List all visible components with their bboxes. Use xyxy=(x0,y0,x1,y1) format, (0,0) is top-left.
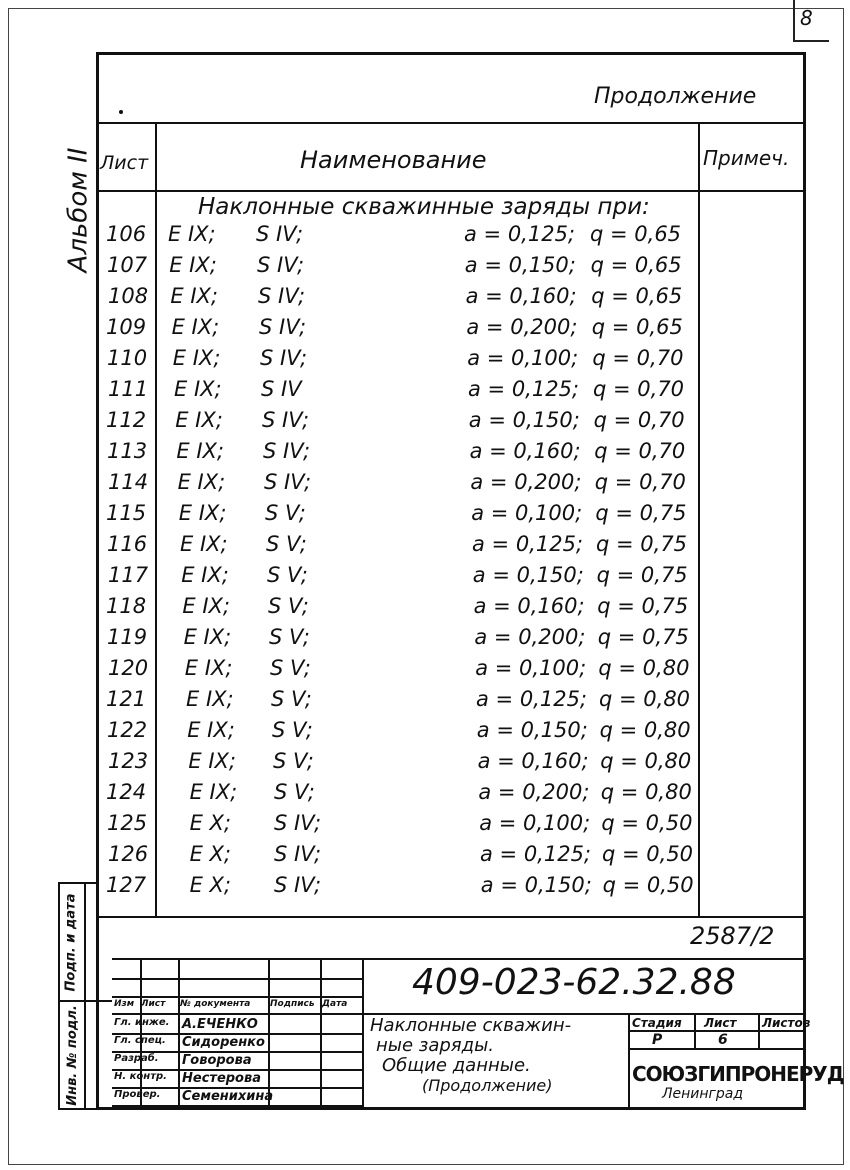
signer-name: Нестерова xyxy=(182,1071,261,1086)
row-s-value: S IV; xyxy=(256,222,304,246)
row-sheet-number: 124 xyxy=(106,780,147,804)
row-sheet-number: 111 xyxy=(108,377,149,401)
row-sheet-number: 115 xyxy=(106,501,147,525)
row-q-value: q = 0,75 xyxy=(596,532,688,556)
row-s-value: S IV; xyxy=(263,439,311,463)
row-a-value: a = 0,125; xyxy=(464,222,576,246)
stage-label: Стадия xyxy=(632,1016,682,1030)
row-e-value: E IX; xyxy=(174,377,222,401)
row-sheet-number: 123 xyxy=(108,749,149,773)
doc-title-line: (Продолжение) xyxy=(422,1076,553,1095)
col-header-date: Дата xyxy=(322,999,348,1009)
inventory-number: 2587/2 xyxy=(690,922,775,950)
row-a-value: a = 0,160; xyxy=(477,749,589,773)
tb-grid-line-1 xyxy=(112,978,362,980)
titleblock-top-line xyxy=(112,958,806,960)
row-q-value: q = 0,75 xyxy=(597,594,689,618)
row-q-value: q = 0,70 xyxy=(593,377,685,401)
row-a-value: a = 0,150; xyxy=(476,718,588,742)
row-q-value: q = 0,75 xyxy=(597,625,689,649)
stamp-signature-date: Подп. и дата xyxy=(63,893,79,992)
sheets-label: Листов xyxy=(762,1016,811,1030)
page-number: 8 xyxy=(800,6,813,30)
row-s-value: S IV; xyxy=(274,811,322,835)
row-q-value: q = 0,50 xyxy=(602,842,694,866)
row-s-value: S V; xyxy=(265,501,306,525)
row-e-value: E X; xyxy=(189,842,231,866)
row-e-value: E IX; xyxy=(172,346,221,370)
row-a-value: a = 0,100; xyxy=(475,656,587,680)
row-sheet-number: 114 xyxy=(108,470,149,494)
row-s-value: S IV; xyxy=(262,408,310,432)
org-name: СОЮЗГИПРОНЕРУД xyxy=(632,1062,844,1086)
row-q-value: q = 0,80 xyxy=(600,780,692,804)
tb-right-col xyxy=(628,1013,630,1110)
row-e-value: E IX; xyxy=(183,625,232,649)
row-e-value: E IX; xyxy=(184,656,233,680)
row-q-value: q = 0,65 xyxy=(590,253,682,277)
row-e-value: E IX; xyxy=(170,284,218,308)
dot-mark xyxy=(119,110,123,114)
row-q-value: q = 0,50 xyxy=(601,811,693,835)
signer-name: Говорова xyxy=(182,1053,252,1068)
stamp-strip-mid xyxy=(84,882,86,1110)
row-a-value: a = 0,150; xyxy=(468,408,580,432)
row-a-value: a = 0,125; xyxy=(480,842,592,866)
row-q-value: q = 0,80 xyxy=(599,718,691,742)
row-e-value: E IX; xyxy=(169,253,217,277)
row-a-value: a = 0,200; xyxy=(478,780,590,804)
row-e-value: E IX; xyxy=(186,687,234,711)
row-a-value: a = 0,160; xyxy=(473,594,585,618)
stamp-strip-left xyxy=(58,882,60,1110)
tb-stage-col-1 xyxy=(694,1013,696,1048)
row-a-value: a = 0,160; xyxy=(469,439,581,463)
signer-row-line xyxy=(112,1105,362,1107)
row-s-value: S IV; xyxy=(264,470,312,494)
album-label: Альбом II xyxy=(63,147,94,273)
doc-title-line: Наклонные скважин- xyxy=(370,1015,572,1036)
row-sheet-number: 121 xyxy=(106,687,147,711)
col-header-signature: Подпись xyxy=(270,999,315,1009)
row-sheet-number: 126 xyxy=(108,842,149,866)
row-e-value: E IX; xyxy=(178,501,227,525)
section-title: Наклонные скважинные заряды при: xyxy=(198,194,650,220)
row-a-value: a = 0,125; xyxy=(472,532,584,556)
row-e-value: E IX; xyxy=(180,532,228,556)
signer-role: Разраб. xyxy=(114,1053,159,1064)
row-e-value: E IX; xyxy=(181,563,229,587)
row-e-value: E IX; xyxy=(168,222,216,246)
signer-role: Н. контр. xyxy=(114,1071,167,1082)
row-q-value: q = 0,70 xyxy=(592,346,684,370)
row-e-value: E IX; xyxy=(182,594,230,618)
row-e-value: E IX; xyxy=(171,315,220,339)
row-a-value: a = 0,200; xyxy=(466,315,578,339)
row-sheet-number: 119 xyxy=(107,625,148,649)
signer-name: А.ЕЧЕНКО xyxy=(182,1017,258,1032)
continuation-label: Продолжение xyxy=(594,84,757,109)
row-sheet-number: 127 xyxy=(106,873,147,897)
row-s-value: S IV; xyxy=(258,284,306,308)
row-e-value: E X; xyxy=(189,811,231,835)
row-a-value: a = 0,150; xyxy=(464,253,576,277)
tb-grid-line-2 xyxy=(112,996,362,998)
row-s-value: S V; xyxy=(266,532,307,556)
row-e-value: E IX; xyxy=(175,408,223,432)
row-a-value: a = 0,150; xyxy=(472,563,584,587)
table-bottom-line xyxy=(98,916,806,918)
doc-title-line: Общие данные. xyxy=(382,1055,531,1076)
row-q-value: q = 0,80 xyxy=(598,656,690,680)
row-s-value: S V; xyxy=(269,625,310,649)
row-sheet-number: 108 xyxy=(108,284,149,308)
row-q-value: q = 0,75 xyxy=(595,501,687,525)
row-sheet-number: 125 xyxy=(107,811,148,835)
row-s-value: S IV xyxy=(261,377,302,401)
titleblock-divider xyxy=(362,958,364,1110)
row-sheet-number: 116 xyxy=(107,532,148,556)
album-label-box xyxy=(46,147,106,280)
row-q-value: q = 0,80 xyxy=(599,687,691,711)
col-header-change: Изм xyxy=(114,999,135,1009)
row-e-value: E X; xyxy=(189,873,231,897)
row-s-value: S V; xyxy=(270,656,311,680)
sheet-label: Лист xyxy=(704,1016,737,1030)
sheet-col-line xyxy=(155,122,157,917)
row-s-value: S V; xyxy=(274,780,315,804)
signer-name: Семенихина xyxy=(182,1089,274,1104)
row-sheet-number: 118 xyxy=(106,594,147,618)
doc-code: 409-023-62.32.88 xyxy=(412,962,736,1003)
row-a-value: a = 0,100; xyxy=(471,501,583,525)
tb-stage-col-2 xyxy=(758,1013,760,1048)
row-sheet-number: 120 xyxy=(108,656,149,680)
row-q-value: q = 0,65 xyxy=(591,284,683,308)
row-a-value: a = 0,100; xyxy=(479,811,591,835)
row-q-value: q = 0,75 xyxy=(596,563,688,587)
row-e-value: E IX; xyxy=(188,749,236,773)
row-sheet-number: 112 xyxy=(106,408,147,432)
col-header-docnum: № документа xyxy=(180,999,251,1009)
signer-role: Провер. xyxy=(114,1089,161,1100)
stamp-strip-sep xyxy=(58,1000,112,1002)
row-q-value: q = 0,50 xyxy=(602,873,694,897)
signer-role: Гл. спец. xyxy=(114,1035,166,1046)
header-note: Примеч. xyxy=(703,146,790,170)
doc-title-line: ные заряды. xyxy=(376,1035,495,1056)
row-s-value: S V; xyxy=(272,718,313,742)
row-sheet-number: 117 xyxy=(108,563,149,587)
signer-role: Гл. инже. xyxy=(114,1017,170,1028)
row-q-value: q = 0,70 xyxy=(594,470,686,494)
row-q-value: q = 0,65 xyxy=(591,315,683,339)
org-city: Ленинград xyxy=(662,1086,744,1102)
row-q-value: q = 0,70 xyxy=(594,439,686,463)
row-a-value: a = 0,125; xyxy=(468,377,580,401)
row-sheet-number: 106 xyxy=(106,222,147,246)
row-a-value: a = 0,100; xyxy=(467,346,579,370)
col-header-sheet: Лист xyxy=(141,999,166,1009)
row-s-value: S IV; xyxy=(274,842,322,866)
row-s-value: S IV; xyxy=(259,315,307,339)
row-q-value: q = 0,80 xyxy=(600,749,692,773)
row-sheet-number: 110 xyxy=(107,346,148,370)
row-e-value: E IX; xyxy=(176,439,224,463)
stamp-inventory: Инв. № подл. xyxy=(64,1005,80,1106)
note-col-line xyxy=(698,122,700,917)
stamp-strip-bottom xyxy=(58,1108,112,1110)
row-e-value: E IX; xyxy=(189,780,238,804)
row-s-value: S V; xyxy=(267,563,308,587)
row-a-value: a = 0,160; xyxy=(465,284,577,308)
doc-title xyxy=(370,1016,571,1096)
header-name: Наименование xyxy=(300,146,487,174)
row-sheet-number: 107 xyxy=(107,253,148,277)
stage-value: Р xyxy=(652,1032,663,1048)
row-q-value: q = 0,70 xyxy=(593,408,685,432)
row-sheet-number: 113 xyxy=(107,439,148,463)
row-s-value: S V; xyxy=(271,687,312,711)
row-e-value: E IX; xyxy=(187,718,235,742)
row-s-value: S V; xyxy=(268,594,309,618)
row-a-value: a = 0,200; xyxy=(470,470,582,494)
row-s-value: S IV; xyxy=(274,873,322,897)
row-sheet-number: 122 xyxy=(107,718,148,742)
row-a-value: a = 0,150; xyxy=(480,873,592,897)
row-q-value: q = 0,65 xyxy=(590,222,682,246)
row-a-value: a = 0,125; xyxy=(476,687,588,711)
row-s-value: S IV; xyxy=(260,346,308,370)
row-a-value: a = 0,200; xyxy=(474,625,586,649)
stamp-strip-top xyxy=(58,882,98,884)
row-sheet-number: 109 xyxy=(106,315,147,339)
sheet-value: 6 xyxy=(718,1032,728,1048)
header-sheet: Лист xyxy=(100,152,149,174)
row-s-value: S V; xyxy=(273,749,314,773)
row-e-value: E IX; xyxy=(177,470,226,494)
signer-name: Сидоренко xyxy=(182,1035,265,1050)
tb-stage-line-2 xyxy=(628,1048,806,1050)
row-s-value: S IV; xyxy=(257,253,305,277)
